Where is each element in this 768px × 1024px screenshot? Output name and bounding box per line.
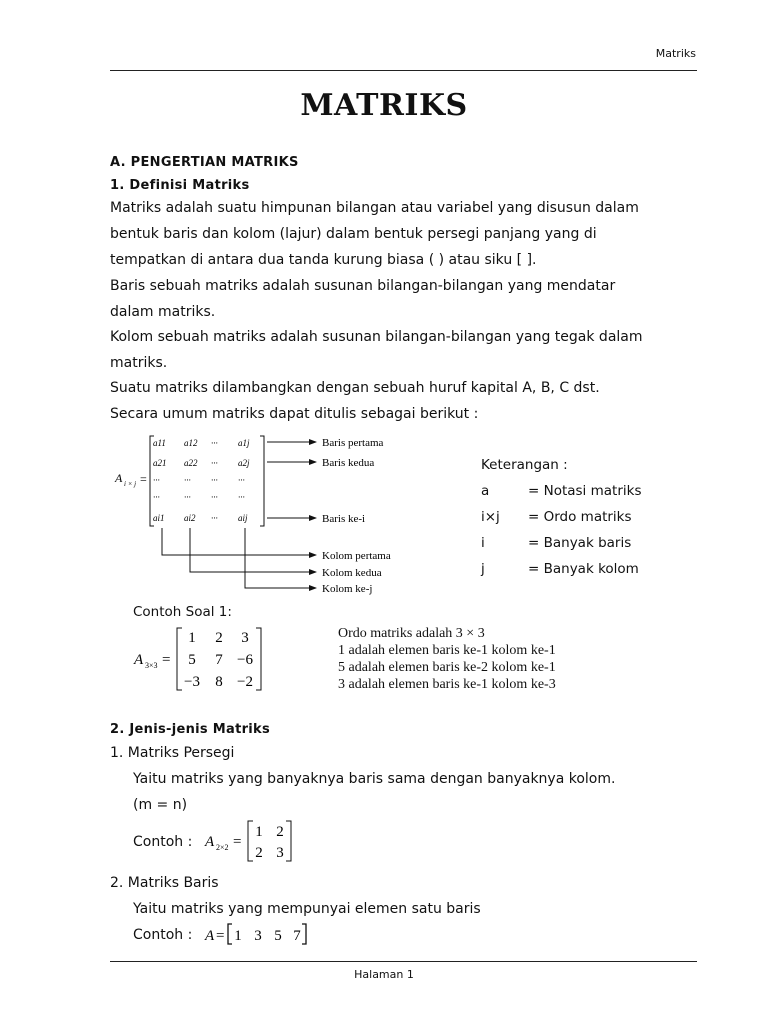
page-footer: Halaman 1 <box>354 968 414 981</box>
jenis2-right-bracket <box>302 924 306 944</box>
contoh1-right-bracket <box>256 628 261 690</box>
arrow-col-first <box>162 528 316 555</box>
jenis2-contoh-label: Contoh : <box>133 927 193 943</box>
contoh1-lhs-sub: 3×3 <box>145 661 158 670</box>
j1-cell-2-2: 3 <box>276 845 284 861</box>
keterangan-term-4: j <box>481 561 485 577</box>
fig-cell-1-1: a11 <box>153 438 166 448</box>
c1-cell-2-1: 5 <box>188 652 196 668</box>
c1-cell-1-1: 1 <box>188 630 196 646</box>
jenis2-matrix <box>203 920 313 948</box>
fig-cell-2-4: a2j <box>238 458 250 468</box>
j2-cell-4: 7 <box>293 928 301 944</box>
fig-cell-4-4: ··· <box>238 492 245 502</box>
contoh1-matrix <box>130 624 270 694</box>
para4: Suatu matriks dilambangkan dengan sebuah huruf kapital A, B, C dst. <box>110 380 600 396</box>
contoh1-note-3: 5 adalah elemen baris ke-2 kolom ke-1 <box>338 660 556 675</box>
fig-cell-2-1: a21 <box>153 458 167 468</box>
c1-cell-2-3: −6 <box>237 652 253 668</box>
keterangan-desc-2: = Ordo matriks <box>528 509 632 525</box>
jenis2-desc: Yaitu matriks yang mempunyai elemen satu baris <box>133 901 481 917</box>
jenis1-cond: (m = n) <box>133 797 188 813</box>
para5: Secara umum matriks dapat ditulis sebagai berikut : <box>110 406 479 422</box>
fig-cell-4-3: ··· <box>211 492 218 502</box>
fig-cell-5-2: ai2 <box>184 513 196 523</box>
c1-cell-3-1: −3 <box>184 674 200 690</box>
c1-cell-3-3: −2 <box>237 674 253 690</box>
keterangan-desc-4: = Banyak kolom <box>528 561 639 577</box>
c1-cell-1-3: 3 <box>241 630 249 646</box>
keterangan-title: Keterangan : <box>481 457 568 473</box>
j1-cell-1-2: 2 <box>276 824 284 840</box>
arrow-col-j <box>245 528 316 588</box>
para1-line1: Matriks adalah suatu himpunan bilangan atau variabel yang disusun dalam <box>110 200 639 216</box>
fig-cell-1-4: a1j <box>238 438 250 448</box>
label-kolom-ke-j: Kolom ke-j <box>322 583 373 595</box>
keterangan-term-1: a <box>481 483 490 499</box>
label-kolom-kedua: Kolom kedua <box>322 567 382 579</box>
page-title: MATRIKS <box>300 88 468 123</box>
contoh-soal-1-label: Contoh Soal 1: <box>133 604 232 620</box>
para1-line3: tempatkan di antara dua tanda kurung biasa ( ) atau siku [ ]. <box>110 252 537 268</box>
contoh1-note-4: 3 adalah elemen baris ke-1 kolom ke-3 <box>338 677 556 692</box>
j2-cell-1: 1 <box>234 928 242 944</box>
jenis1-heading: 1. Matriks Persegi <box>110 745 235 761</box>
fig-cell-4-2: ··· <box>184 492 191 502</box>
fig-cell-1-3: ··· <box>211 438 218 448</box>
label-baris-pertama: Baris pertama <box>322 437 384 449</box>
label-baris-ke-i: Baris ke-i <box>322 513 366 525</box>
general-matrix-figure <box>110 430 410 600</box>
para2-line2: dalam matriks. <box>110 304 216 320</box>
contoh1-left-bracket <box>177 628 182 690</box>
fig-cell-3-2: ··· <box>184 475 191 485</box>
footer-rule <box>110 961 697 962</box>
jenis2-equals: = <box>216 928 225 944</box>
fig-cell-2-2: a22 <box>184 458 198 468</box>
jenis1-desc: Yaitu matriks yang banyaknya baris sama dengan banyaknya kolom. <box>133 771 616 787</box>
fig-cell-1-2: a12 <box>184 438 198 448</box>
jenis1-equals: = <box>233 834 242 850</box>
fig-cell-4-1: ··· <box>153 492 160 502</box>
section-heading-a: A. PENGERTIAN MATRIKS <box>110 155 299 170</box>
figure-lhs-sub: i × j <box>124 480 137 488</box>
para2-line1: Baris sebuah matriks adalah susunan bilangan-bilangan yang mendatar <box>110 278 616 294</box>
subheading-definisi: 1. Definisi Matriks <box>110 178 250 193</box>
c1-cell-2-2: 7 <box>215 652 223 668</box>
para1-line2: bentuk baris dan kolom (lajur) dalam bentuk persegi panjang yang di <box>110 226 597 242</box>
j1-cell-2-1: 2 <box>255 845 263 861</box>
fig-cell-2-3: ··· <box>211 458 218 468</box>
figure-right-bracket <box>260 436 264 526</box>
subheading-jenis: 2. Jenis-jenis Matriks <box>110 722 271 737</box>
contoh1-note-2: 1 adalah elemen baris ke-1 kolom ke-1 <box>338 643 556 658</box>
fig-cell-3-3: ··· <box>211 475 218 485</box>
jenis1-contoh-label: Contoh : <box>133 834 193 850</box>
label-baris-kedua: Baris kedua <box>322 457 375 469</box>
figure-lhs: A <box>115 471 123 485</box>
contoh1-notes <box>338 625 556 693</box>
jenis1-left-bracket <box>248 821 253 861</box>
jenis1-matrix <box>203 818 298 864</box>
figure-equals: = <box>140 472 147 486</box>
contoh1-equals: = <box>162 652 171 668</box>
jenis1-right-bracket <box>286 821 291 861</box>
jenis1-lhs-sub: 2×2 <box>216 843 229 852</box>
j2-cell-2: 3 <box>254 928 262 944</box>
fig-cell-5-3: ··· <box>211 513 218 523</box>
fig-cell-3-1: ··· <box>153 475 160 485</box>
c1-cell-3-2: 8 <box>215 674 223 690</box>
jenis2-left-bracket <box>228 924 232 944</box>
jenis1-lhs: A <box>205 834 215 850</box>
j2-cell-3: 5 <box>274 928 282 944</box>
header-rule <box>110 70 697 71</box>
jenis2-heading: 2. Matriks Baris <box>110 875 219 891</box>
j1-cell-1-1: 1 <box>255 824 263 840</box>
fig-cell-5-1: ai1 <box>153 513 165 523</box>
para3-line2: matriks. <box>110 355 168 371</box>
label-kolom-pertama: Kolom pertama <box>322 550 391 562</box>
keterangan-term-2: i×j <box>481 509 500 525</box>
jenis2-lhs: A <box>205 928 215 944</box>
contoh1-note-1: Ordo matriks adalah 3 × 3 <box>338 626 485 641</box>
arrow-col-second <box>190 528 316 572</box>
fig-cell-3-4: ··· <box>238 475 245 485</box>
keterangan-desc-1: = Notasi matriks <box>528 483 642 499</box>
running-header: Matriks <box>655 47 696 60</box>
keterangan-desc-3: = Banyak baris <box>528 535 632 551</box>
contoh1-lhs: A <box>134 652 144 668</box>
c1-cell-1-2: 2 <box>215 630 223 646</box>
para3-line1: Kolom sebuah matriks adalah susunan bilangan-bilangan yang tegak dalam <box>110 329 643 345</box>
fig-cell-5-4: aij <box>238 513 248 523</box>
keterangan-term-3: i <box>481 535 485 551</box>
